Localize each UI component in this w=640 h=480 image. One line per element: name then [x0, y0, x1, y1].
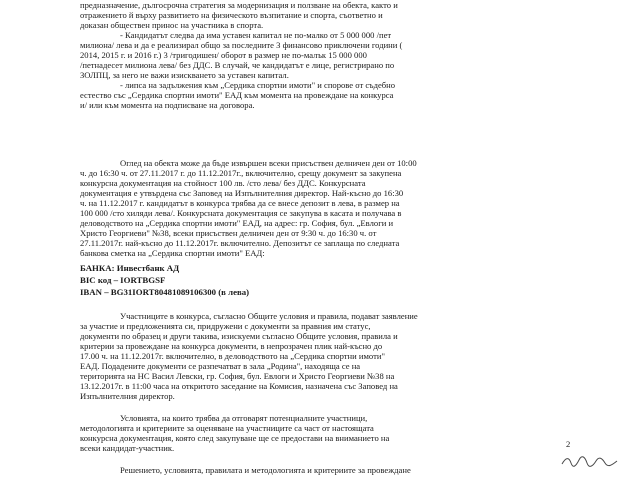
document-text-line: документация е утвърдена със Заповед на Изпълнителния директор. Най-късно до 16:30 — [80, 188, 404, 198]
document-text-line: естество със „Сердика спортни имоти" ЕАД към момента на провеждане на конкурса — [80, 90, 394, 100]
bank-detail-line: БАНКА: Инвестбанк АД — [80, 263, 180, 273]
document-text-line: конкурсна документация на стойност 100 лв. /сто лева/ без ДДС. Конкурсната — [80, 178, 366, 188]
document-text-line: Решението, условията, правилата и методологията и критериите за провеждане — [120, 465, 411, 475]
document-text-line: ЗОЛПЦ, за него не важи изискването за уставен капитал. — [80, 70, 289, 80]
document-text-line: банкова сметка на „Сердика спортни имоти" ЕАД: — [80, 248, 265, 258]
document-text-line: - липса на задължения към „Сердика спортни имоти" и спорове от съдебно — [120, 80, 396, 90]
document-text-line: Изпълнителния директор. — [80, 391, 175, 401]
document-text-line: 2014, 2015 г. и 2016 г.) 3 /тригодишен/ оборот в размер не по-малък 15 000 000 — [80, 50, 367, 60]
bank-detail-line: BIC код – IORTBGSF — [80, 275, 166, 285]
document-text-line: ч. на 11.12.2017 г. кандидатът в конкурса трябва да се внесе депозит в лева, в размер на — [80, 198, 400, 208]
document-text-line: ЕАД. Подадените документи се разпечатват в зала „Родина", находяща се на — [80, 361, 361, 371]
bank-detail-line: IBAN – BG31IORT80481089106300 (в лева) — [80, 287, 250, 297]
document-text-line: методологията и критериите за оценяване на участниците са част от настоящата — [80, 423, 374, 433]
document-text-line: 13.12.2017г. в 11:00 часа на откритото заседание на Комисия, назначена със Заповед на — [80, 381, 398, 391]
document-text-line: милиона/ лева и да е реализирал общо за последните 3 финансово приключени години ( — [80, 40, 403, 50]
document-text-line: Христо Георгиеви" №38, всеки присъствен делничен ден от 9:30 ч. до 16:30 ч. от — [80, 228, 377, 238]
document-text-line: територията на НС Васил Левски, гр. София, бул. Евлоги и Христо Георгиеви №38 на — [80, 371, 395, 381]
document-text-line: 100 000 /сто хиляди лева/. Конкурсната документация се закупува в касата и получава в — [80, 208, 402, 218]
document-text-line: и/ или към момента на подписване на договора. — [80, 100, 255, 110]
document-text-line: отражението й върху развитието на физическото възпитание и спорта, съответно и — [80, 10, 383, 20]
page-number: 2 — [566, 439, 571, 449]
document-text-line: доказан обществен принос на участника в спорта. — [80, 20, 264, 30]
document-text-line: Условията, на които трябва да отговарят потенциалните участници, — [120, 413, 368, 423]
document-text-line: всеки кандидат-участник. — [80, 443, 175, 453]
document-text-line: ч. до 16:30 ч. от 27.11.2017 г. до 11.12.2017г., включително, срещу документ за закупена — [80, 168, 402, 178]
document-text-line: - Кандидатът следва да има уставен капитал не по-малко от 5 000 000 /пет — [120, 30, 392, 40]
document-text-line: 17.00 ч. на 11.12.2017г. включително, в деловодството на „Сердика спортни имоти" — [80, 351, 385, 361]
document-text-line: критерии за провеждане на конкурса документи, в непрозрачен плик най-късно до — [80, 341, 383, 351]
document-text-line: за участие и предложенията си, придружени с документи за правния им статус, — [80, 321, 371, 331]
document-text-line: Участниците в конкурса, съгласно Общите условия и правила, подават заявление — [120, 311, 418, 321]
document-text-line: деловодството на „Сердика спортни имоти" ЕАД, на адрес: гр. София, бул. „Евлоги и — [80, 218, 394, 228]
document-text-line: /петнадесет милиона лева/ без ДДС. В случай, че кандидатът е лице, регистрирано по — [80, 60, 395, 70]
document-text-line: документи по образец и други такива, изискуеми съгласно Общите условия, правила и — [80, 331, 398, 341]
document-text-line: предназначение, дългосрочна стратегия за модернизация и ползване на обекта, както и — [80, 0, 398, 10]
document-text-line: Оглед на обекта може да бъде извършен всеки присъствен делничен ден от 10:00 — [120, 158, 417, 168]
document-text-line: 27.11.2017г. най-късно до 11.12.2017г. включително. Депозитът се заплаща по следната — [80, 238, 400, 248]
document-text-line: конкурсна документация, която след закупуване ще се предостави на вниманието на — [80, 433, 390, 443]
signature-initials-mark — [560, 454, 620, 468]
